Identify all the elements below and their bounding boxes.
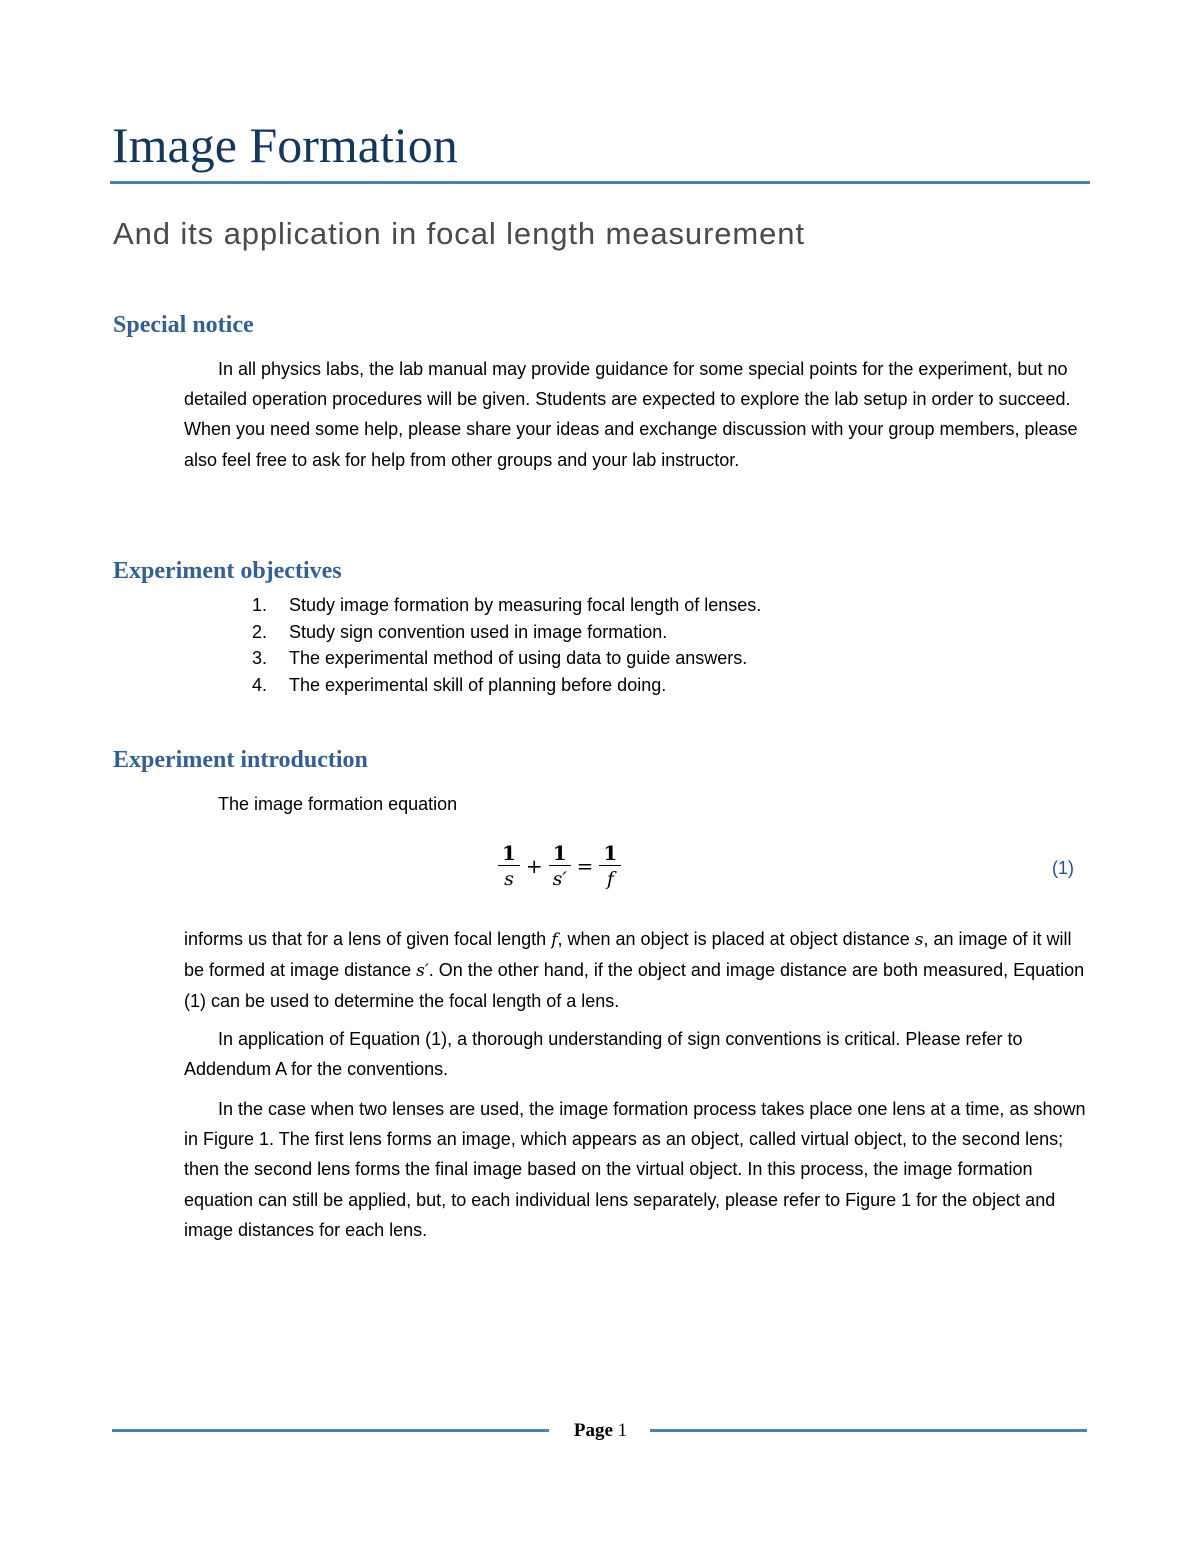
fraction-one-over-s bbox=[498, 841, 520, 892]
list-item bbox=[252, 592, 761, 619]
math-variable-s: s bbox=[914, 930, 924, 950]
document-subtitle: And its application in focal length measurement bbox=[113, 216, 805, 251]
title-underline bbox=[110, 181, 1090, 184]
footer-page-number bbox=[558, 1417, 643, 1445]
list-item-number: 2. bbox=[252, 621, 268, 642]
math-variable-s-prime: s′ bbox=[416, 961, 429, 982]
text-run: , when an object is placed at object distance bbox=[557, 929, 915, 949]
plus-sign: + bbox=[525, 854, 543, 878]
denominator: f bbox=[606, 867, 614, 890]
text-run: , an image of it will be formed at image distance bbox=[184, 929, 1072, 981]
list-item-number: 1. bbox=[252, 595, 268, 615]
intro-paragraph-3: In the case when two lenses are used, the image formation process takes place one lens at a time, as shown in Figure 1. The first lens forms an image, which appears as an object, called virtual object, to the second lens; then the second lens forms the final image based on the virtual object. In this process, the image formation equation can still be applied, but, to each individual lens separately, please refer to Figure 1 for the object and image distances for each lens. bbox=[184, 1099, 1086, 1240]
math-variable-f: f bbox=[551, 930, 558, 950]
numerator: 1 bbox=[549, 841, 571, 866]
footer-rule-right bbox=[650, 1429, 1087, 1432]
objectives-heading: Experiment objectives bbox=[113, 558, 342, 584]
equation-number: (1) bbox=[1052, 858, 1074, 878]
objectives-list bbox=[252, 592, 761, 698]
page-label: Page bbox=[573, 1420, 613, 1441]
list-item-text: The experimental method of using data to guide answers. bbox=[289, 648, 748, 668]
equals-sign: = bbox=[576, 854, 594, 878]
list-item-number: 4. bbox=[252, 674, 268, 695]
special-notice-body: In all physics labs, the lab manual may provide guidance for some special points for the experiment, but no detailed operation procedures will be given. Students are expected to explore the lab setup in order to succeed. When you need some help, please share your ideas and exchange discussion with your group members, please also feel free to ask for help from other groups and your lab instructor. bbox=[184, 359, 1078, 470]
list-item-text: Study sign convention used in image formation. bbox=[289, 621, 668, 642]
text-run: . On the other hand, if the object and image distance are both measured, Equation (1) can be used to determine the focal length of a lens. bbox=[184, 960, 1085, 1012]
list-item bbox=[252, 619, 761, 646]
list-item-number: 3. bbox=[252, 648, 268, 668]
footer-rule-left bbox=[112, 1429, 549, 1432]
list-item bbox=[252, 672, 761, 699]
text-run: informs us that for a lens of given focal length bbox=[184, 929, 552, 949]
list-item bbox=[252, 645, 761, 672]
document-title: Image Formation bbox=[112, 117, 458, 173]
introduction-heading: Experiment introduction bbox=[113, 747, 368, 773]
numerator: 1 bbox=[599, 841, 621, 866]
intro-paragraph-1 bbox=[184, 924, 1094, 1017]
list-item-text: Study image formation by measuring focal length of lenses. bbox=[289, 595, 762, 615]
equation-intro-text: The image formation equation bbox=[218, 794, 458, 814]
image-formation-equation bbox=[495, 838, 624, 894]
fraction-one-over-s-prime bbox=[549, 841, 571, 892]
special-notice-heading: Special notice bbox=[113, 312, 254, 338]
list-item-text: The experimental skill of planning before doing. bbox=[289, 674, 667, 695]
page-number: 1 bbox=[617, 1420, 628, 1441]
denominator: s bbox=[504, 867, 514, 890]
fraction-one-over-f bbox=[599, 841, 621, 892]
numerator: 1 bbox=[498, 841, 520, 866]
denominator: s′ bbox=[552, 867, 567, 890]
intro-paragraph-2: In application of Equation (1), a thorough understanding of sign conventions is critical. Please refer to Addendum A for the conventions. bbox=[184, 1029, 1023, 1080]
